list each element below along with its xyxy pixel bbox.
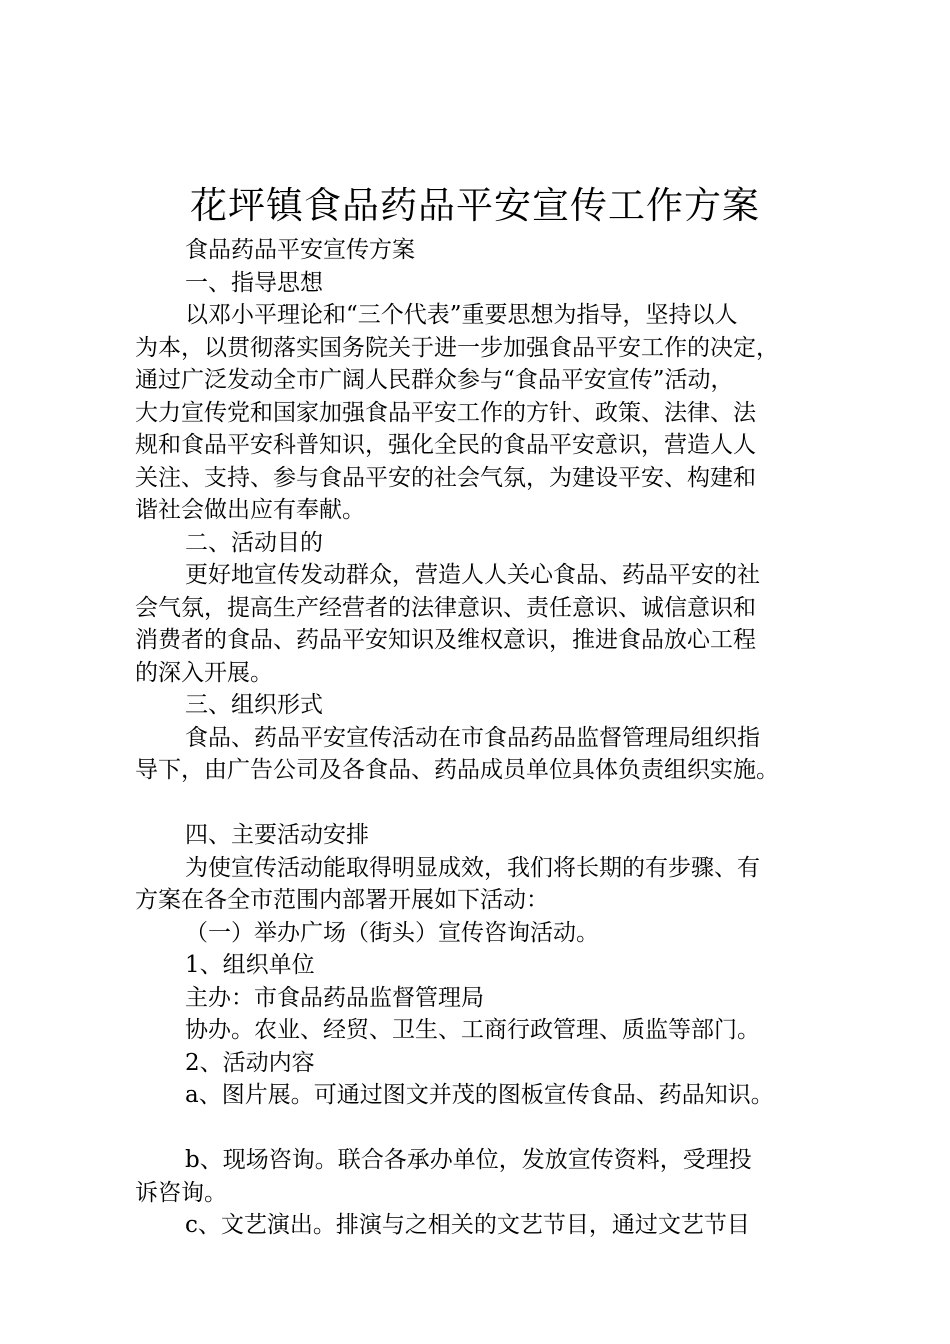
paragraph-line: 为使宣传活动能取得明显成效，我们将长期的有步骤、有 [185, 854, 760, 881]
doc-subtitle: 食品药品平安宣传方案 [185, 237, 415, 263]
list-item: 协办。农业、经贸、卫生、工商行政管理、质监等部门。 [185, 1017, 760, 1043]
section-heading-2: 二、活动目的 [185, 529, 323, 556]
list-item: a、图片展。可通过图文并茂的图板宣传食品、药品知识。 [185, 1082, 774, 1108]
list-item: b、现场咨询。联合各承办单位，发放宣传资料，受理投 [185, 1147, 752, 1173]
paragraph-line: 为本，以贯彻落实国务院关于进一步加强食品平安工作的决定， [135, 334, 779, 361]
paragraph-line: 会气氛，提高生产经营者的法律意识、责任意识、诚信意识和 [135, 594, 756, 621]
blank-line [135, 787, 835, 820]
paragraph-line: 诉咨询。 [135, 1179, 227, 1206]
blank-line [135, 1112, 835, 1145]
paragraph-line: 导下，由广告公司及各食品、药品成员单位具体负责组织实施。 [135, 757, 779, 783]
document-body [135, 234, 835, 1242]
paragraph-line: 大力宣传党和国家加强食品平安工作的方针、政策、法律、法 [135, 399, 756, 426]
paragraph-line: 通过广泛发动全市广阔人民群众参与“食品平安宣传”活动， [135, 367, 734, 393]
document-title: 花坪镇食品药品平安宣传工作方案 [190, 184, 760, 227]
paragraph-line: 谐社会做出应有奉献。 [135, 497, 365, 523]
paragraph-line: 的深入开展。 [135, 659, 273, 686]
list-item: 2、活动内容 [185, 1049, 315, 1076]
paragraph-line: 消费者的食品、药品平安知识及维权意识，推进食品放心工程 [135, 627, 756, 653]
paragraph-line: 规和食品平安科普知识，强化全民的食品平安意识，营造人人 [135, 432, 756, 458]
list-item: c、文艺演出。排演与之相关的文艺节目，通过文艺节目 [185, 1212, 750, 1238]
paragraph-line: 食品、药品平安宣传活动在市食品药品监督管理局组织指 [185, 724, 760, 751]
section-heading-4: 四、主要活动安排 [185, 822, 369, 848]
paragraph-line: 更好地宣传发动群众，营造人人关心食品、药品平安的社 [185, 562, 760, 588]
list-item: 主办：市食品药品监督管理局 [185, 984, 484, 1011]
paragraph-line: 方案在各全市范围内部署开展如下活动： [135, 887, 549, 913]
section-heading-1: 一、指导思想 [185, 269, 323, 296]
paragraph-line: 关注、支持、参与食品平安的社会气氛，为建设平安、构建和 [135, 464, 756, 491]
section-heading-3: 三、组织形式 [185, 692, 323, 718]
subsection-heading: （一）举办广场（街头）宣传咨询活动。 [185, 919, 599, 946]
paragraph-line: 以邓小平理论和“三个代表”重要思想为指导，坚持以人 [185, 302, 738, 328]
list-item: 1、组织单位 [185, 952, 315, 978]
